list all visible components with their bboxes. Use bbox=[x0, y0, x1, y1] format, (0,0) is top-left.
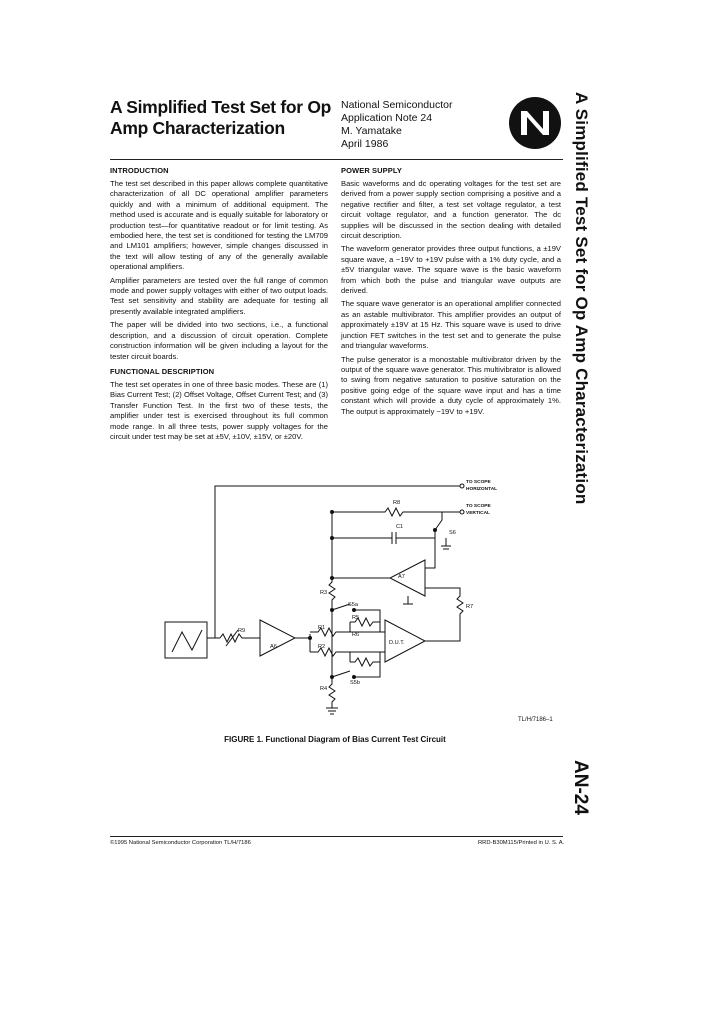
amplifier-a7-symbol bbox=[390, 560, 425, 596]
national-semiconductor-logo bbox=[507, 95, 563, 151]
power-supply-heading: POWER SUPPLY bbox=[341, 166, 402, 175]
label-r8: R8 bbox=[393, 500, 401, 506]
figure-id: TL/H/7186–1 bbox=[518, 717, 553, 723]
bias-current-circuit-diagram bbox=[160, 472, 530, 722]
intro-heading: INTRODUCTION bbox=[110, 166, 169, 175]
left-column bbox=[110, 166, 328, 445]
label-s5a: S5a bbox=[348, 602, 358, 608]
label-a6: A6 bbox=[270, 644, 277, 650]
side-title: A Simplified Test Set for Op Amp Characterization bbox=[572, 92, 591, 505]
app-note-number: Application Note 24 bbox=[341, 112, 433, 124]
label-c1: C1 bbox=[396, 524, 404, 530]
power-paragraph-4: The pulse generator is a monostable multivibrator driven by the output of the square wave generator. This multivibrator is allowed to swing from negative saturation to positive saturation on the positive going edge of the square wave input and has a time constant which will provide a duty cycle of approximately 1%. The output is approximately −19V to +19V. bbox=[341, 354, 561, 416]
label-r2: R2 bbox=[318, 644, 326, 650]
label-s5b: S5b bbox=[350, 680, 360, 686]
scope-vertical-label-1: TO SCOPE bbox=[466, 504, 491, 509]
scope-vertical-label-2: VERTICAL bbox=[466, 511, 490, 516]
scope-horizontal-label-1: TO SCOPE bbox=[466, 480, 491, 485]
label-r5: R5 bbox=[352, 615, 360, 621]
label-r6: R6 bbox=[352, 632, 360, 638]
label-r1: R1 bbox=[318, 625, 326, 631]
power-paragraph-2: The waveform generator provides three output functions, a ±19V square wave, a −19V to +19V pulse with a 1% duty cycle, and a ±5V triangular wave. The square wave is the basic waveform from which both the pulse and triangular wave outputs are derived. bbox=[341, 244, 561, 296]
intro-paragraph-3: The paper will be divided into two sections, i.e., a functional description, and a discussion of circuit operation. Complete construction information will be given including a layout for the tester circuit boards. bbox=[110, 320, 328, 361]
author: M. Yamatake bbox=[341, 125, 402, 137]
document-title: A Simplified Test Set for Op Amp Characterization bbox=[110, 97, 332, 138]
side-note-number: AN-24 bbox=[570, 760, 591, 815]
label-a7: A7 bbox=[398, 574, 405, 580]
label-s6: S6 bbox=[449, 530, 456, 536]
title-rule bbox=[110, 159, 563, 160]
figure-caption: FIGURE 1. Functional Diagram of Bias Current Test Circuit bbox=[224, 735, 446, 744]
label-r9: R9 bbox=[238, 628, 246, 634]
footer-copyright: ©1995 National Semiconductor Corporation TL/H/7186 bbox=[110, 840, 251, 846]
power-paragraph-3: The square wave generator is an operational amplifier connected as an astable multivibrator. This amplifier provides an output of approximately ±19V at 15 Hz. This square wave is used to drive junction FET switches in the test set and to generate the pulse and triangular waveforms. bbox=[341, 299, 561, 351]
label-dut: D.U.T. bbox=[389, 640, 405, 646]
amplifier-a6-symbol bbox=[260, 620, 295, 656]
publish-date: April 1986 bbox=[341, 138, 389, 150]
scope-horizontal-label-2: HORIZONTAL bbox=[466, 487, 498, 492]
functional-heading: FUNCTIONAL DESCRIPTION bbox=[110, 366, 215, 376]
power-paragraph-1: Basic waveforms and dc operating voltages for the test set are derived from a power supply section comprising a positive and a negative rectifier and filter, a test set voltage regulator, a test circuit voltage regulator, and a function generator. The dc supplies will be discussed in the section dealing with detailed circuit description. bbox=[341, 179, 561, 241]
label-r3: R3 bbox=[320, 590, 328, 596]
company-name: National Semiconductor bbox=[341, 99, 453, 111]
footer-rule bbox=[110, 836, 563, 837]
intro-paragraph-2: Amplifier parameters are tested over the full range of common mode and power supply voltages with either of two output loads. Test set sensitivity and stability are adequate for testing all presently available integrated amplifiers. bbox=[110, 275, 328, 316]
label-r7: R7 bbox=[466, 604, 474, 610]
right-column bbox=[341, 166, 561, 420]
document-meta bbox=[341, 99, 452, 151]
functional-paragraph-1: The test set operates in one of three basic modes. These are (1) Bias Current Test; (2) Offset Voltage, Offset Current Test; and (3) Transfer Function Test. In the first two of these tests, the amplifier under test is exercised throughout its full common mode range. In all three tests, power supply voltages for the circuit under test may be set at ±5V, ±10V, ±15V, or ±20V. bbox=[110, 379, 328, 441]
footer-print-info: RRD-B30M115/Printed in U. S. A. bbox=[478, 840, 565, 846]
label-r4: R4 bbox=[320, 686, 328, 692]
intro-paragraph-1: The test set described in this paper allows complete quantitative characterization of all DC operational amplifier parameters quickly and with a minimum of additional equipment. The method used is accurate and is equally suitable for laboratory or production test—for quantitative readout or for limit testing. As embodied here, the test set is conditioned for testing the LM709 and LM101 amplifiers; however, simple changes discussed in the text will allow testing of any of the generally available operational amplifiers. bbox=[110, 179, 328, 272]
triangle-wave-icon bbox=[172, 630, 202, 652]
